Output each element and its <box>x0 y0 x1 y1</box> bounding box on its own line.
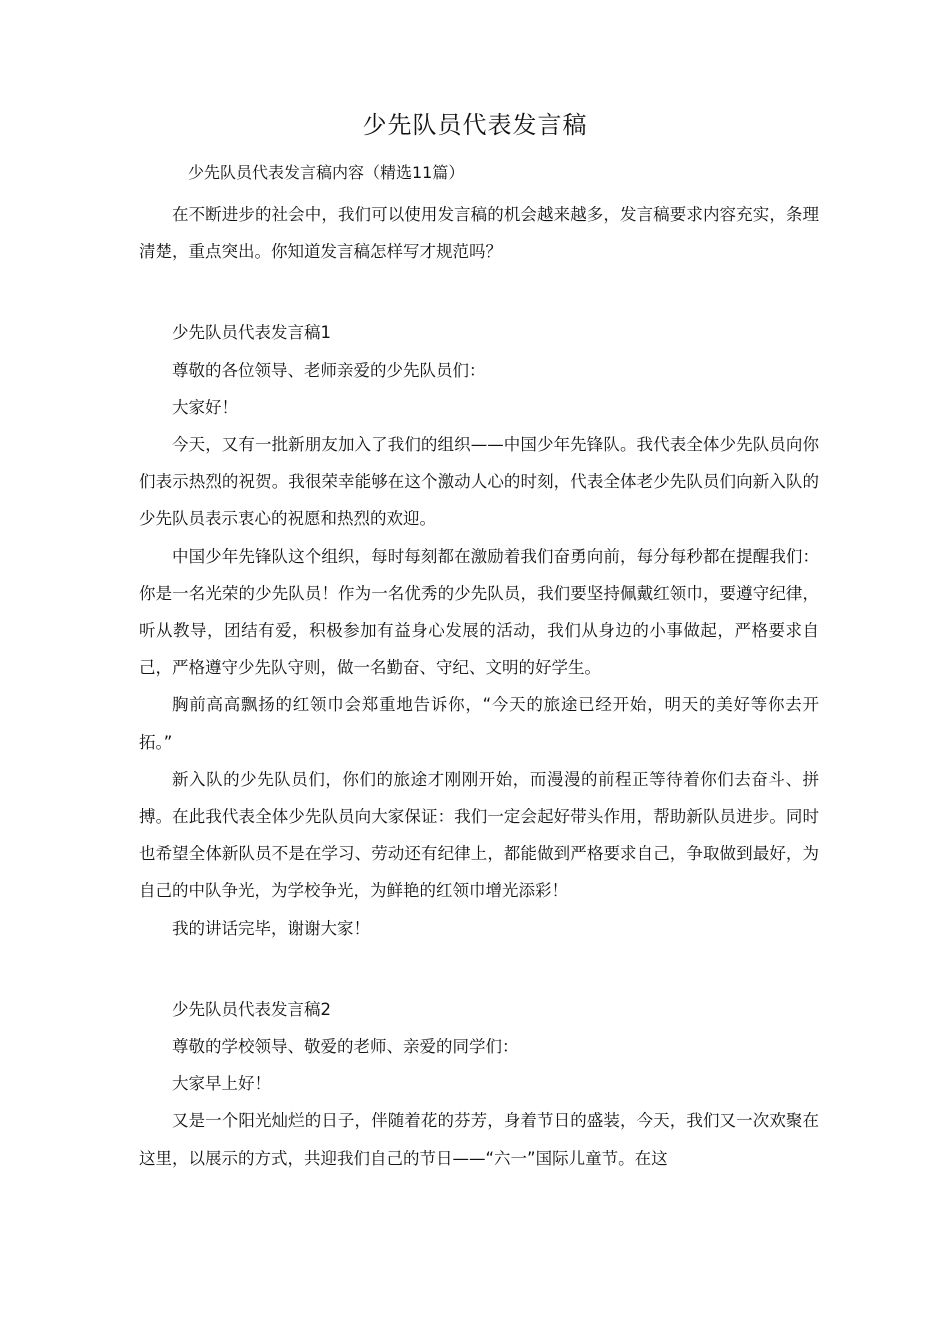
speech-2-heading: 少先队员代表发言稿2 <box>172 999 331 1019</box>
speech-1-paragraph: 中国少年先锋队这个组织，每时每刻都在激励着我们奋勇向前，每分每秒都在提醒我们：你是一名光荣的少先队员！作为一名优秀的少先队员，我们要坚持佩戴红领巾，要遵守纪律，听从教导，团结有爱，积极参加有益身心发展的活动，我们从身边的小事做起，严格要求自己，严格遵守少先队守则，做一名勤奋、守纪、文明的好学生。 <box>139 546 819 678</box>
speech-1-salutation: 尊敬的各位领导、老师亲爱的少先队员们： <box>172 360 486 380</box>
intro-paragraph: 在不断进步的社会中，我们可以使用发言稿的机会越来越多，发言稿要求内容充实，条理清楚，重点突出。你知道发言稿怎样写才规范吗？ <box>139 205 819 262</box>
document-body <box>139 196 819 1177</box>
speech-1-paragraph: 胸前高高飘扬的红领巾会郑重地告诉你，“今天的旅途已经开始，明天的美好等你去开拓。” <box>139 695 819 752</box>
speech-1-closing: 我的讲话完毕，谢谢大家！ <box>172 918 370 938</box>
document-title: 少先队员代表发言稿 <box>362 111 588 139</box>
speech-2-paragraph: 又是一个阳光灿烂的日子，伴随着花的芬芳，身着节日的盛装，今天，我们又一次欢聚在这里，以展示的方式，共迎我们自己的节日——“六一”国际儿童节。在这 <box>139 1111 819 1168</box>
speech-1-paragraph: 新入队的少先队员们，你们的旅途才刚刚开始，而漫漫的前程正等待着你们去奋斗、拼搏。在此我代表全体少先队员向大家保证：我们一定会起好带头作用，帮助新队员进步。同时也希望全体新队员不是在学习、劳动还有纪律上，都能做到严格要求自己，争取做到最好，为自己的中队争光，为学校争光，为鲜艳的红领巾增光添彩！ <box>139 769 819 901</box>
speech-2-salutation: 尊敬的学校领导、敬爱的老师、亲爱的同学们： <box>172 1037 519 1057</box>
section-gap <box>139 947 819 991</box>
speech-2-greeting: 大家早上好！ <box>172 1074 271 1094</box>
document-subtitle: 少先队员代表发言稿内容（精选11篇） <box>188 163 465 182</box>
speech-1-paragraph: 今天，又有一批新朋友加入了我们的组织——中国少年先锋队。我代表全体少先队员向你们表示热烈的祝贺。我很荣幸能够在这个激动人心的时刻，代表全体老少先队员们向新入队的少先队员表示衷心的祝愿和热烈的欢迎。 <box>139 435 819 529</box>
speech-1-greeting: 大家好！ <box>172 397 238 417</box>
section-gap <box>139 270 819 314</box>
speech-1-heading: 少先队员代表发言稿1 <box>172 323 331 343</box>
